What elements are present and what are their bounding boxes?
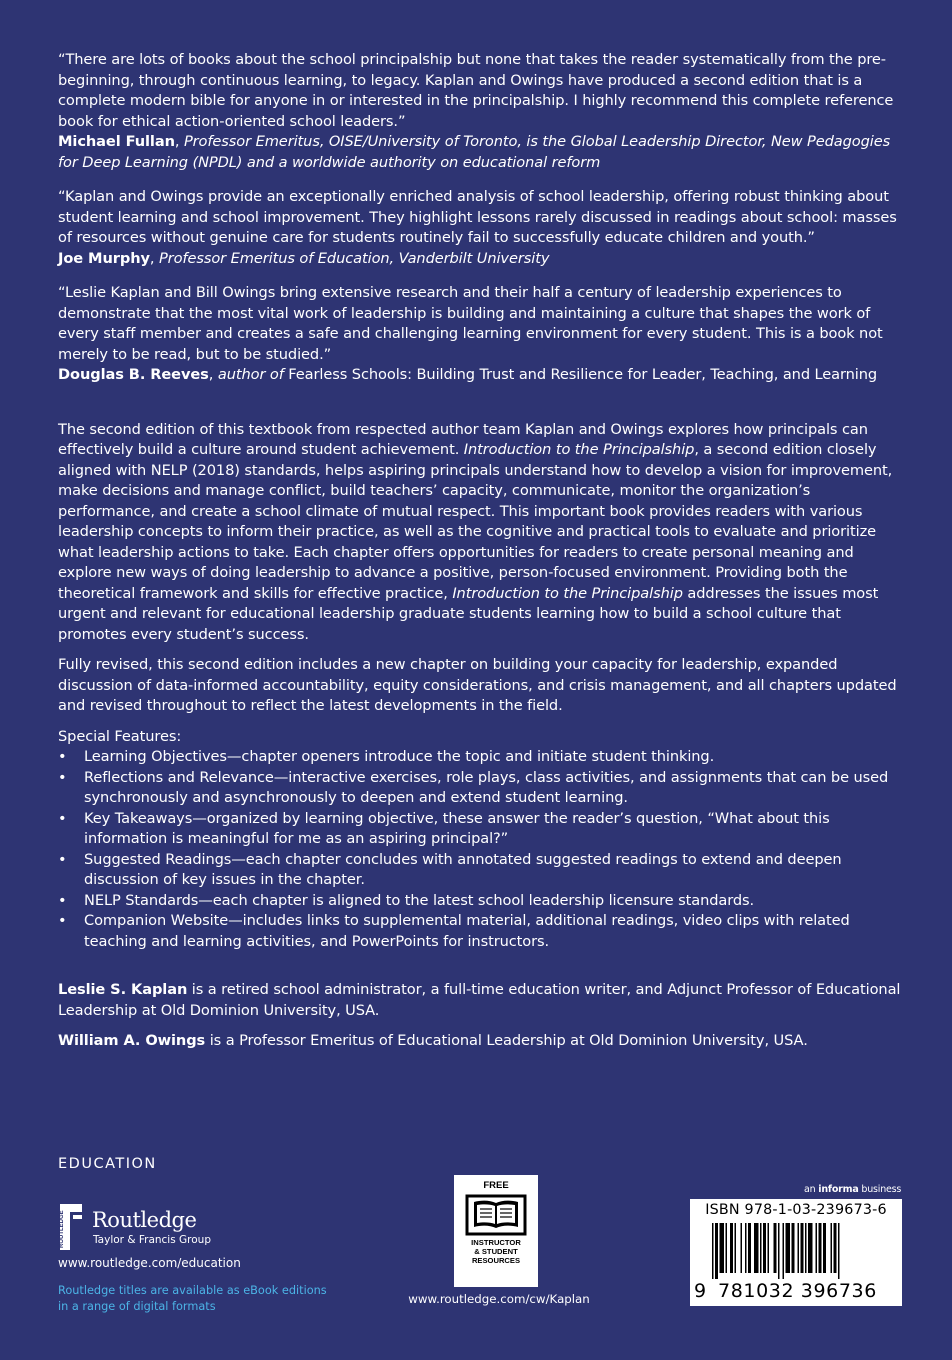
barcode-bar — [720, 1223, 725, 1273]
barcode-bar — [735, 1223, 737, 1273]
book-description — [58, 420, 910, 953]
instructor-resources-badge — [454, 1175, 538, 1287]
category-label: EDUCATION — [58, 1156, 157, 1172]
barcode-bar — [808, 1223, 813, 1273]
badge-free: FREE — [483, 1180, 509, 1191]
barcode-bar — [763, 1223, 766, 1273]
badge-label: INSTRUCTOR & STUDENT RESOURCES — [471, 1238, 521, 1265]
feature-item: • Reflections and Relevance—interactive exercises, role plays, class activities, and assignments that can be used synchronously and asynchronously to deepen and extend student learning. — [58, 768, 910, 809]
feature-item: • Suggested Readings—each chapter concludes with annotated suggested readings to extend and deepen discussion of key issues in the chapter. — [58, 850, 910, 891]
barcode-bar — [838, 1223, 840, 1279]
quote-author: Michael Fullan — [58, 133, 175, 150]
quote-attribution: Joe Murphy, Professor Emeritus of Education, Vanderbilt University — [58, 249, 550, 267]
barcode-bar — [801, 1223, 804, 1273]
feature-item: • NELP Standards—each chapter is aligned to the latest school leadership licensure standards. — [58, 891, 910, 912]
barcode-bar — [745, 1223, 747, 1273]
barcode-bar — [726, 1223, 728, 1273]
publisher-name: Routledge — [92, 1208, 197, 1232]
barcode-bar — [741, 1223, 743, 1273]
review-quote — [58, 283, 910, 386]
author-bio: William A. Owings is a Professor Emeritus of Educational Leadership at Old Dominion University, USA. — [58, 1032, 808, 1049]
quote-text: “There are lots of books about the school principalship but none that takes the reader systematically from the pre-beginning, through continuous learning, to legacy. Kaplan and Owings have produced a second edition that is a complete modern bible for anyone in or interested in the principalship. I highly recommend this complete reference book for ethical action-oriented school leaders.” — [58, 51, 894, 130]
barcode-bar — [760, 1223, 762, 1273]
barcode-icon — [712, 1223, 884, 1279]
feature-item: • Learning Objectives—chapter openers introduce the topic and initiate student thinking. — [58, 747, 910, 768]
feature-item: • Key Takeaways—organized by learning objective, these answer the reader’s question, “What about this information is meaningful for me as an aspiring principal?” — [58, 809, 910, 850]
barcode-bar — [792, 1223, 795, 1273]
author-bio: Leslie S. Kaplan is a retired school administrator, a full-time education writer, and Adjunct Professor of Educational Leadership at Old Dominion University, USA. — [58, 981, 901, 1019]
quote-author: Joe Murphy — [58, 249, 150, 267]
routledge-logo-icon — [58, 1204, 84, 1250]
ebook-note: Routledge titles are available as eBook editions in a range of digital formats — [58, 1284, 327, 1313]
quote-attribution: Douglas B. Reeves, author of Fearless Schools: Building Trust and Resilience for Leader, Teaching, and Learning — [58, 366, 878, 383]
quote-author: Douglas B. Reeves — [58, 366, 209, 383]
quote-role: Professor Emeritus, OISE/University of Toronto, is the Global Leadership Director, New Pedagogies for Deep Learning (NPDL) and a worldwide authority on educational reform — [58, 133, 891, 171]
review-quote — [58, 187, 910, 269]
barcode-bar — [712, 1223, 714, 1279]
barcode-bar — [715, 1223, 718, 1279]
features-list — [58, 747, 910, 952]
publisher-group: Taylor & Francis Group — [93, 1234, 211, 1246]
isbn-barcode-box: ISBN 978-1-03-239673-6 9 781032 396736 — [690, 1199, 902, 1306]
quote-text: “Leslie Kaplan and Bill Owings bring extensive research and their half a century of leadership experiences to demonstrate that the most vital work of leadership is building and maintaining a culture that shapes the work of every staff member and creates a safe and challenging learning environment for every student. This is a book not merely to be read, but to be studied.” — [58, 284, 883, 363]
svg-text:ROUTLEDGE: ROUTLEDGE — [59, 1210, 65, 1248]
features-heading: Special Features: — [58, 727, 182, 745]
isbn-label: ISBN 978-1-03-239673-6 — [705, 1202, 887, 1218]
review-quote — [58, 50, 910, 173]
quote-text: “Kaplan and Owings provide an exceptionally enriched analysis of school leadership, offering robust thinking about student learning and school improvement. They highlight lessons rarely discussed in readings about school: masses of resources without genuine care for students routinely fail to successfully educate children and youth.” — [58, 188, 897, 246]
barcode-bar — [748, 1223, 751, 1273]
description-paragraph: The second edition of this textbook from respected author team Kaplan and Owings explores how principals can effectively build a culture around student achievement. Introduction to the Principalship, a second edition closely aligned with NELP (2018) standards, helps aspiring principals understand how to develop a vision for improvement, make decisions and manage conflict, build teachers’ capacity, communicate, monitor the organization’s performance, and create a school climate of mutual respect. This important book provides readers with various leadership concepts to inform their practice, as well as the cognitive and practical tools to evaluate and prioritize what leadership actions to take. Each chapter offers opportunities for readers to create personal meaning and explore new ways of doing leadership to advance a positive, person-focused environment. Providing both the theoretical framework and skills for effective practice, Introduction to the Principalship addresses the issues most urgent and relevant for educational leadership graduate students learning how to build a school culture that promotes every student’s success. — [58, 420, 893, 643]
barcode-bar — [768, 1223, 770, 1273]
companion-url[interactable]: www.routledge.com/cw/Kaplan — [408, 1292, 590, 1306]
feature-item: • Companion Website—includes links to supplemental material, additional readings, video clips with related teaching and learning activities, and PowerPoints for instructors. — [58, 911, 910, 952]
publisher-url[interactable]: www.routledge.com/education — [58, 1256, 241, 1270]
open-book-icon — [464, 1193, 528, 1237]
barcode-bar — [798, 1223, 800, 1273]
quote-book-title: Fearless Schools: Building Trust and Resilience for Leader, Teaching, and Learning — [283, 366, 878, 383]
back-cover-text — [58, 50, 910, 1062]
author-bios — [58, 980, 910, 1052]
barcode-bar — [834, 1223, 837, 1273]
barcode-bar — [778, 1223, 780, 1279]
quote-role: Professor Emeritus of Education, Vanderbilt University — [158, 249, 550, 267]
quote-attribution: Michael Fullan, Professor Emeritus, OISE/University of Toronto, is the Global Leadership Director, New Pedagogies for Deep Learning (NPDL) and a worldwide authority on educational reform — [58, 133, 891, 171]
quote-role: author of — [217, 366, 284, 383]
barcode-bar — [816, 1223, 818, 1273]
barcode-bar — [823, 1223, 826, 1273]
barcode-bar — [730, 1223, 733, 1273]
description-paragraph: Fully revised, this second edition includes a new chapter on building your capacity for leadership, expanded discussion of data-informed accountability, equity considerations, and crisis management, and all chapters updated and revised throughout to reflect the latest developments in the field. — [58, 656, 897, 714]
barcode-bar — [831, 1223, 833, 1273]
informa-label: an informa business — [804, 1184, 902, 1195]
barcode-bar — [805, 1223, 807, 1273]
barcode-bar — [786, 1223, 791, 1273]
author-name: Leslie S. Kaplan — [58, 981, 188, 998]
barcode-bar — [819, 1223, 822, 1273]
barcode-bar — [774, 1223, 777, 1273]
barcode-bar — [754, 1223, 759, 1273]
barcode-bar — [783, 1223, 785, 1279]
author-name: William A. Owings — [58, 1032, 206, 1049]
